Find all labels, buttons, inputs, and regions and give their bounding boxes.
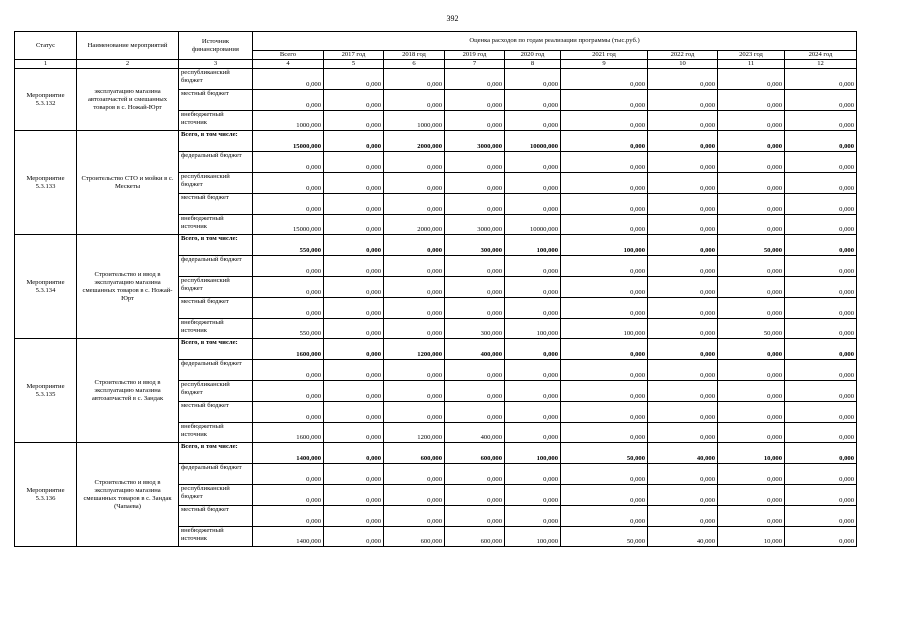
amount-cell: 0,000 [505, 172, 561, 193]
funding-source: внебюджетный источник [179, 318, 253, 339]
amount-cell: 100,000 [561, 318, 648, 339]
amount-cell: 0,000 [561, 193, 648, 214]
amount-cell: 400,000 [445, 339, 505, 360]
column-index: 3 [179, 60, 253, 69]
amount-cell: 0,000 [785, 172, 857, 193]
amount-cell: 0,000 [561, 464, 648, 485]
amount-cell: 0,000 [785, 89, 857, 110]
amount-cell: 0,000 [648, 131, 718, 152]
funding-source: республиканский бюджет [179, 484, 253, 505]
amount-cell: 0,000 [324, 505, 384, 526]
amount-cell: 0,000 [648, 484, 718, 505]
activity-name: Строительство и ввод в эксплуатацию магазина смешанных товаров в с. Ножай-Юрт [77, 235, 179, 339]
amount-cell: 0,000 [718, 69, 785, 90]
funding-source: Всего, в том числе: [179, 131, 253, 152]
amount-cell: 0,000 [324, 464, 384, 485]
funding-source: местный бюджет [179, 401, 253, 422]
activity-status: Мероприятие 5.3.136 [15, 443, 77, 547]
header-name: Наименование мероприятий [77, 32, 179, 60]
amount-cell: 0,000 [785, 276, 857, 297]
amount-cell: 0,000 [505, 110, 561, 131]
amount-cell: 0,000 [648, 69, 718, 90]
amount-cell: 0,000 [648, 318, 718, 339]
funding-source: внебюджетный источник [179, 214, 253, 235]
header-estimate: Оценка расходов по годам реализации программы (тыс.руб.) [253, 32, 857, 51]
amount-cell: 0,000 [718, 360, 785, 381]
amount-cell: 0,000 [785, 526, 857, 547]
amount-cell: 0,000 [384, 401, 445, 422]
amount-cell: 0,000 [785, 484, 857, 505]
amount-cell: 10,000 [718, 443, 785, 464]
activity-status: Мероприятие 5.3.133 [15, 131, 77, 235]
amount-cell: 0,000 [718, 110, 785, 131]
amount-cell: 0,000 [785, 339, 857, 360]
amount-cell: 100,000 [505, 318, 561, 339]
amount-cell: 0,000 [253, 152, 324, 173]
amount-cell: 0,000 [505, 484, 561, 505]
amount-cell: 0,000 [384, 235, 445, 256]
amount-cell: 0,000 [648, 360, 718, 381]
amount-cell: 0,000 [785, 318, 857, 339]
amount-cell: 0,000 [561, 276, 648, 297]
funding-source: Всего, в том числе: [179, 235, 253, 256]
amount-cell: 1000,000 [384, 110, 445, 131]
amount-cell: 0,000 [648, 380, 718, 401]
amount-cell: 1400,000 [253, 526, 324, 547]
amount-cell: 0,000 [384, 69, 445, 90]
amount-cell: 0,000 [253, 297, 324, 318]
amount-cell: 0,000 [324, 401, 384, 422]
amount-cell: 100,000 [505, 235, 561, 256]
amount-cell: 0,000 [505, 380, 561, 401]
amount-cell: 1600,000 [253, 422, 324, 443]
column-index: 1 [15, 60, 77, 69]
funding-source: местный бюджет [179, 505, 253, 526]
amount-cell: 0,000 [253, 276, 324, 297]
column-index: 7 [445, 60, 505, 69]
amount-cell: 0,000 [505, 297, 561, 318]
amount-cell: 0,000 [718, 152, 785, 173]
funding-source: республиканский бюджет [179, 69, 253, 90]
amount-cell: 0,000 [384, 152, 445, 173]
amount-cell: 0,000 [384, 380, 445, 401]
amount-cell: 0,000 [445, 276, 505, 297]
amount-cell: 0,000 [384, 464, 445, 485]
amount-cell: 0,000 [785, 505, 857, 526]
amount-cell: 0,000 [445, 360, 505, 381]
budget-table [14, 31, 857, 547]
amount-cell: 0,000 [561, 214, 648, 235]
amount-cell: 0,000 [445, 401, 505, 422]
amount-cell: 0,000 [445, 484, 505, 505]
funding-source: местный бюджет [179, 89, 253, 110]
amount-cell: 50,000 [718, 235, 785, 256]
amount-cell: 0,000 [505, 276, 561, 297]
amount-cell: 0,000 [718, 422, 785, 443]
amount-cell: 2000,000 [384, 214, 445, 235]
funding-source: федеральный бюджет [179, 464, 253, 485]
amount-cell: 0,000 [253, 464, 324, 485]
page-number: 392 [446, 14, 459, 23]
funding-source: федеральный бюджет [179, 256, 253, 277]
amount-cell: 0,000 [384, 318, 445, 339]
amount-cell: 0,000 [718, 484, 785, 505]
header-year: 2018 год [384, 51, 445, 60]
activity-status: Мероприятие 5.3.134 [15, 235, 77, 339]
amount-cell: 0,000 [384, 193, 445, 214]
amount-cell: 0,000 [648, 193, 718, 214]
amount-cell: 0,000 [785, 401, 857, 422]
header-year: 2019 год [445, 51, 505, 60]
amount-cell: 0,000 [253, 401, 324, 422]
amount-cell: 0,000 [648, 297, 718, 318]
amount-cell: 0,000 [324, 360, 384, 381]
amount-cell: 0,000 [648, 276, 718, 297]
amount-cell: 0,000 [445, 505, 505, 526]
amount-cell: 0,000 [718, 401, 785, 422]
activity-status: Мероприятие 5.3.132 [15, 69, 77, 131]
amount-cell: 0,000 [561, 360, 648, 381]
amount-cell: 0,000 [648, 89, 718, 110]
amount-cell: 3000,000 [445, 131, 505, 152]
amount-cell: 0,000 [561, 89, 648, 110]
amount-cell: 300,000 [445, 318, 505, 339]
amount-cell: 0,000 [561, 505, 648, 526]
activity-name: эксплуатацию магазина автозапчастей и смешанных товаров в с. Ножай-Юрт [77, 69, 179, 131]
amount-cell: 0,000 [505, 193, 561, 214]
amount-cell: 600,000 [384, 443, 445, 464]
amount-cell: 0,000 [648, 422, 718, 443]
amount-cell: 0,000 [324, 193, 384, 214]
amount-cell: 0,000 [718, 214, 785, 235]
amount-cell: 0,000 [648, 214, 718, 235]
amount-cell: 0,000 [505, 339, 561, 360]
amount-cell: 0,000 [445, 110, 505, 131]
amount-cell: 0,000 [445, 89, 505, 110]
amount-cell: 600,000 [445, 526, 505, 547]
amount-cell: 0,000 [445, 256, 505, 277]
amount-cell: 0,000 [718, 339, 785, 360]
amount-cell: 0,000 [785, 256, 857, 277]
amount-cell: 0,000 [505, 422, 561, 443]
amount-cell: 0,000 [785, 360, 857, 381]
table-body [15, 69, 857, 547]
amount-cell: 0,000 [648, 256, 718, 277]
amount-cell: 0,000 [324, 276, 384, 297]
amount-cell: 50,000 [561, 443, 648, 464]
amount-cell: 40,000 [648, 526, 718, 547]
amount-cell: 0,000 [718, 297, 785, 318]
column-index: 12 [785, 60, 857, 69]
amount-cell: 0,000 [561, 484, 648, 505]
amount-cell: 1600,000 [253, 339, 324, 360]
amount-cell: 1400,000 [253, 443, 324, 464]
amount-cell: 50,000 [718, 318, 785, 339]
amount-cell: 0,000 [718, 380, 785, 401]
amount-cell: 0,000 [561, 401, 648, 422]
amount-cell: 0,000 [561, 131, 648, 152]
amount-cell: 0,000 [445, 380, 505, 401]
amount-cell: 0,000 [324, 235, 384, 256]
amount-cell: 600,000 [384, 526, 445, 547]
amount-cell: 0,000 [445, 193, 505, 214]
amount-cell: 0,000 [785, 193, 857, 214]
table-row [15, 131, 857, 152]
amount-cell: 15000,000 [253, 214, 324, 235]
amount-cell: 0,000 [785, 297, 857, 318]
amount-cell: 40,000 [648, 443, 718, 464]
amount-cell: 0,000 [324, 318, 384, 339]
amount-cell: 0,000 [648, 235, 718, 256]
amount-cell: 100,000 [505, 443, 561, 464]
amount-cell: 0,000 [253, 380, 324, 401]
amount-cell: 10000,000 [505, 214, 561, 235]
amount-cell: 0,000 [648, 172, 718, 193]
amount-cell: 0,000 [505, 360, 561, 381]
amount-cell: 50,000 [561, 526, 648, 547]
amount-cell: 0,000 [384, 297, 445, 318]
amount-cell: 1200,000 [384, 422, 445, 443]
activity-name: Строительство и ввод в эксплуатацию магазина смешанных товаров в с. Зандак (Чапаева) [77, 443, 179, 547]
funding-source: республиканский бюджет [179, 276, 253, 297]
amount-cell: 10,000 [718, 526, 785, 547]
amount-cell: 2000,000 [384, 131, 445, 152]
amount-cell: 0,000 [648, 505, 718, 526]
funding-source: федеральный бюджет [179, 360, 253, 381]
amount-cell: 15000,000 [253, 131, 324, 152]
column-index: 11 [718, 60, 785, 69]
column-index: 5 [324, 60, 384, 69]
table-row [15, 339, 857, 360]
amount-cell: 0,000 [718, 172, 785, 193]
header-source: Источник финансирования [179, 32, 253, 60]
amount-cell: 0,000 [648, 152, 718, 173]
amount-cell: 0,000 [718, 256, 785, 277]
amount-cell: 0,000 [253, 89, 324, 110]
amount-cell: 0,000 [785, 131, 857, 152]
amount-cell: 0,000 [718, 131, 785, 152]
amount-cell: 0,000 [324, 89, 384, 110]
column-index: 4 [253, 60, 324, 69]
amount-cell: 0,000 [648, 464, 718, 485]
funding-source: Всего, в том числе: [179, 339, 253, 360]
amount-cell: 0,000 [561, 110, 648, 131]
funding-source: местный бюджет [179, 193, 253, 214]
header-year: 2017 год [324, 51, 384, 60]
amount-cell: 0,000 [561, 69, 648, 90]
funding-source: республиканский бюджет [179, 380, 253, 401]
amount-cell: 0,000 [648, 401, 718, 422]
activity-status: Мероприятие 5.3.135 [15, 339, 77, 443]
amount-cell: 0,000 [384, 484, 445, 505]
amount-cell: 100,000 [561, 235, 648, 256]
amount-cell: 1000,000 [253, 110, 324, 131]
amount-cell: 0,000 [324, 443, 384, 464]
amount-cell: 0,000 [785, 235, 857, 256]
amount-cell: 3000,000 [445, 214, 505, 235]
column-index: 2 [77, 60, 179, 69]
amount-cell: 0,000 [785, 214, 857, 235]
amount-cell: 0,000 [785, 380, 857, 401]
amount-cell: 0,000 [718, 505, 785, 526]
funding-source: Всего, в том числе: [179, 443, 253, 464]
amount-cell: 0,000 [324, 380, 384, 401]
amount-cell: 0,000 [785, 69, 857, 90]
amount-cell: 0,000 [445, 464, 505, 485]
amount-cell: 10000,000 [505, 131, 561, 152]
funding-source: внебюджетный источник [179, 110, 253, 131]
amount-cell: 0,000 [384, 256, 445, 277]
table-row [15, 69, 857, 90]
amount-cell: 0,000 [718, 276, 785, 297]
amount-cell: 0,000 [253, 360, 324, 381]
amount-cell: 0,000 [561, 172, 648, 193]
amount-cell: 0,000 [785, 464, 857, 485]
amount-cell: 300,000 [445, 235, 505, 256]
amount-cell: 100,000 [505, 526, 561, 547]
funding-source: федеральный бюджет [179, 152, 253, 173]
amount-cell: 0,000 [324, 339, 384, 360]
amount-cell: 0,000 [718, 193, 785, 214]
table-row [15, 443, 857, 464]
column-index: 9 [561, 60, 648, 69]
amount-cell: 1200,000 [384, 339, 445, 360]
header-year: 2024 год [785, 51, 857, 60]
activity-name: Строительство и ввод в эксплуатацию магазина автозапчастей в с. Зандак [77, 339, 179, 443]
amount-cell: 0,000 [445, 69, 505, 90]
amount-cell: 0,000 [324, 422, 384, 443]
amount-cell: 0,000 [505, 505, 561, 526]
amount-cell: 0,000 [384, 172, 445, 193]
header-year: 2023 год [718, 51, 785, 60]
amount-cell: 0,000 [561, 380, 648, 401]
amount-cell: 0,000 [253, 69, 324, 90]
amount-cell: 0,000 [505, 152, 561, 173]
funding-source: местный бюджет [179, 297, 253, 318]
column-index: 8 [505, 60, 561, 69]
amount-cell: 0,000 [324, 172, 384, 193]
header-status: Статус [15, 32, 77, 60]
column-index: 10 [648, 60, 718, 69]
amount-cell: 0,000 [785, 152, 857, 173]
amount-cell: 0,000 [505, 401, 561, 422]
amount-cell: 0,000 [561, 297, 648, 318]
amount-cell: 0,000 [445, 297, 505, 318]
amount-cell: 0,000 [561, 256, 648, 277]
amount-cell: 0,000 [718, 89, 785, 110]
amount-cell: 0,000 [785, 110, 857, 131]
amount-cell: 0,000 [324, 526, 384, 547]
header-year: 2021 год [561, 51, 648, 60]
amount-cell: 0,000 [505, 89, 561, 110]
amount-cell: 0,000 [505, 256, 561, 277]
amount-cell: 0,000 [505, 69, 561, 90]
activity-name: Строительство СТО и мойки в с. Мескеты [77, 131, 179, 235]
amount-cell: 0,000 [324, 110, 384, 131]
amount-cell: 0,000 [445, 152, 505, 173]
amount-cell: 0,000 [324, 69, 384, 90]
header-year: 2020 год [505, 51, 561, 60]
header-year: 2022 год [648, 51, 718, 60]
funding-source: республиканский бюджет [179, 172, 253, 193]
amount-cell: 0,000 [253, 256, 324, 277]
amount-cell: 0,000 [718, 464, 785, 485]
amount-cell: 0,000 [324, 214, 384, 235]
amount-cell: 0,000 [253, 172, 324, 193]
amount-cell: 0,000 [324, 484, 384, 505]
amount-cell: 0,000 [561, 339, 648, 360]
amount-cell: 0,000 [384, 89, 445, 110]
column-index: 6 [384, 60, 445, 69]
amount-cell: 0,000 [561, 152, 648, 173]
amount-cell: 550,000 [253, 318, 324, 339]
amount-cell: 400,000 [445, 422, 505, 443]
amount-cell: 0,000 [324, 152, 384, 173]
amount-cell: 0,000 [324, 131, 384, 152]
amount-cell: 0,000 [384, 505, 445, 526]
amount-cell: 0,000 [384, 276, 445, 297]
amount-cell: 0,000 [445, 172, 505, 193]
funding-source: внебюджетный источник [179, 526, 253, 547]
amount-cell: 600,000 [445, 443, 505, 464]
amount-cell: 0,000 [324, 256, 384, 277]
amount-cell: 0,000 [648, 110, 718, 131]
amount-cell: 0,000 [253, 505, 324, 526]
amount-cell: 0,000 [253, 193, 324, 214]
amount-cell: 0,000 [505, 464, 561, 485]
amount-cell: 0,000 [561, 422, 648, 443]
amount-cell: 550,000 [253, 235, 324, 256]
amount-cell: 0,000 [384, 360, 445, 381]
amount-cell: 0,000 [648, 339, 718, 360]
amount-cell: 0,000 [253, 484, 324, 505]
amount-cell: 0,000 [324, 297, 384, 318]
amount-cell: 0,000 [785, 422, 857, 443]
header-year: Всего [253, 51, 324, 60]
table-row [15, 235, 857, 256]
funding-source: внебюджетный источник [179, 422, 253, 443]
amount-cell: 0,000 [785, 443, 857, 464]
